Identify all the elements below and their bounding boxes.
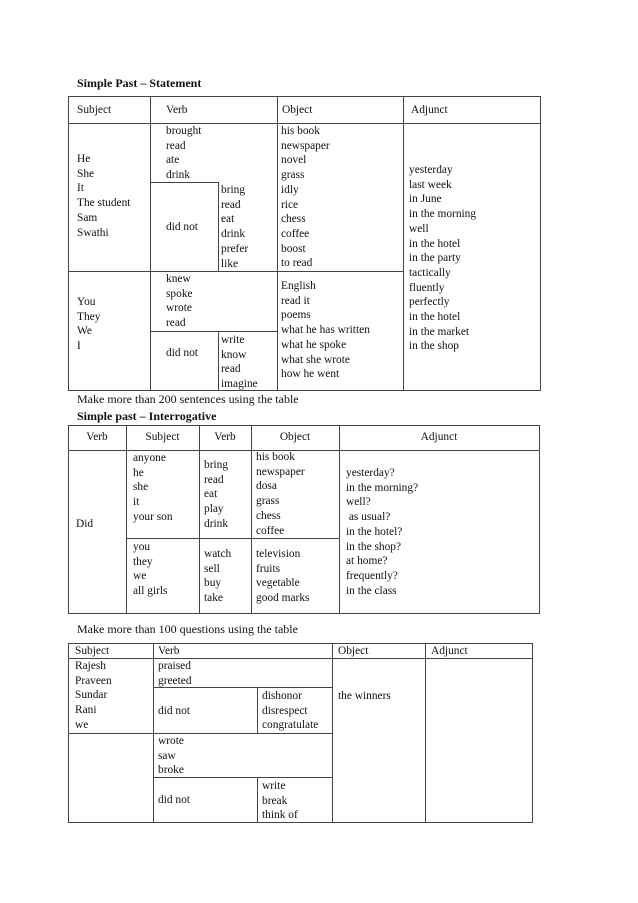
- subjects-group-b: You They We I: [77, 296, 101, 353]
- header-verb: Verb: [166, 104, 188, 116]
- table3-border-bottom: [68, 822, 533, 823]
- table1-col-divider: [150, 96, 151, 391]
- table1-border-bottom: [68, 390, 541, 391]
- table2-col-divider: [251, 425, 252, 614]
- past-verbs-group-b: wrote saw broke: [158, 735, 184, 777]
- header-verb: Verb: [158, 645, 180, 657]
- header-object: Object: [279, 431, 311, 443]
- verbs-group-b: watch sell buy take: [204, 548, 232, 605]
- table1-border-left: [68, 96, 69, 391]
- table3-group-divider: [68, 733, 332, 734]
- table1-col-divider: [403, 96, 404, 391]
- objects-group-b: television fruits vegetable good marks: [256, 548, 310, 605]
- table2-border-left: [68, 425, 69, 614]
- table3-border-right: [532, 643, 533, 823]
- table2-border-top: [68, 425, 540, 426]
- adjuncts-list: yesterday last week in June in the morning well in the hotel in the party tactically fluently perfectly in the hotel in the market in the shop: [409, 164, 477, 353]
- table3-col-divider: [425, 643, 426, 823]
- adjuncts-list: yesterday? in the morning? well? as usual? in the hotel? in the shop? at home? frequently? in the class: [346, 467, 419, 597]
- verbs-group-a: bring read eat play drink: [204, 459, 229, 530]
- table1-border-top: [68, 96, 541, 97]
- header-adjunct: Adjunct: [431, 645, 468, 657]
- objects-group-b: English read it poems what he has written what he spoke what she wrote how he went: [281, 280, 370, 381]
- table3-col-divider: [332, 643, 333, 823]
- did-not-label: did not: [166, 221, 198, 233]
- table1-border-right: [540, 96, 541, 391]
- table1-title: Simple Past – Statement: [77, 76, 202, 90]
- auxiliary-did: Did: [76, 518, 94, 530]
- table1-inner-divider: [218, 182, 219, 272]
- table2-col-divider: [339, 425, 340, 614]
- table1-inner-divider: [218, 331, 219, 391]
- header-verb: Verb: [214, 431, 236, 443]
- table2-col-divider: [126, 425, 127, 614]
- table1-instruction: Make more than 200 sentences using the table: [77, 392, 299, 406]
- objects-group-a: his book newspaper dosa grass chess coffee: [256, 451, 305, 537]
- table2-title: Simple past – Interrogative: [77, 409, 217, 423]
- header-object: Object: [338, 645, 369, 657]
- table3-border-left: [68, 643, 69, 823]
- header-adjunct: Adjunct: [411, 104, 448, 116]
- subjects-list: Rajesh Praveen Sundar Rani we: [75, 660, 112, 731]
- table2-instruction: Make more than 100 questions using the table: [77, 622, 298, 636]
- subjects-group-a: He She It The student Sam Swathi: [77, 153, 131, 239]
- table3-inner-divider: [257, 687, 258, 734]
- past-verbs-group-a: praised greeted: [158, 660, 192, 687]
- base-verbs-group-b: write break think of: [262, 780, 298, 822]
- table3-col-divider: [153, 643, 154, 823]
- subjects-group-a: anyone he she it your son: [133, 452, 173, 523]
- base-verbs-group-b: write know read imagine: [221, 334, 258, 391]
- table2-border-right: [539, 425, 540, 614]
- header-adjunct: Adjunct: [420, 431, 458, 443]
- table2-border-bottom: [68, 613, 540, 614]
- header-verb: Verb: [86, 431, 108, 443]
- did-not-label: did not: [158, 794, 190, 806]
- subjects-group-b: you they we all girls: [133, 541, 168, 598]
- did-not-label: did not: [166, 347, 198, 359]
- table1-col-divider: [277, 96, 278, 391]
- did-not-label: did not: [158, 705, 190, 717]
- table1-divider: [150, 331, 278, 332]
- base-verbs-group-a: dishonor disrespect congratulate: [262, 690, 319, 732]
- table2-group-divider: [126, 538, 339, 539]
- objects-group-a: his book newspaper novel grass idly rice chess coffee boost to read: [281, 125, 330, 270]
- header-object: Object: [282, 104, 313, 116]
- past-verbs-group-b: knew spoke wrote read: [166, 273, 193, 330]
- header-subject: Subject: [75, 645, 110, 657]
- object-the-winners: the winners: [338, 690, 391, 702]
- past-verbs-group-a: brought read ate drink: [166, 125, 202, 182]
- header-subject: Subject: [77, 104, 112, 116]
- base-verbs-group-a: bring read eat drink prefer like: [221, 184, 249, 270]
- table2-col-divider: [199, 425, 200, 614]
- table3-inner-divider: [257, 777, 258, 823]
- header-subject: Subject: [145, 431, 180, 443]
